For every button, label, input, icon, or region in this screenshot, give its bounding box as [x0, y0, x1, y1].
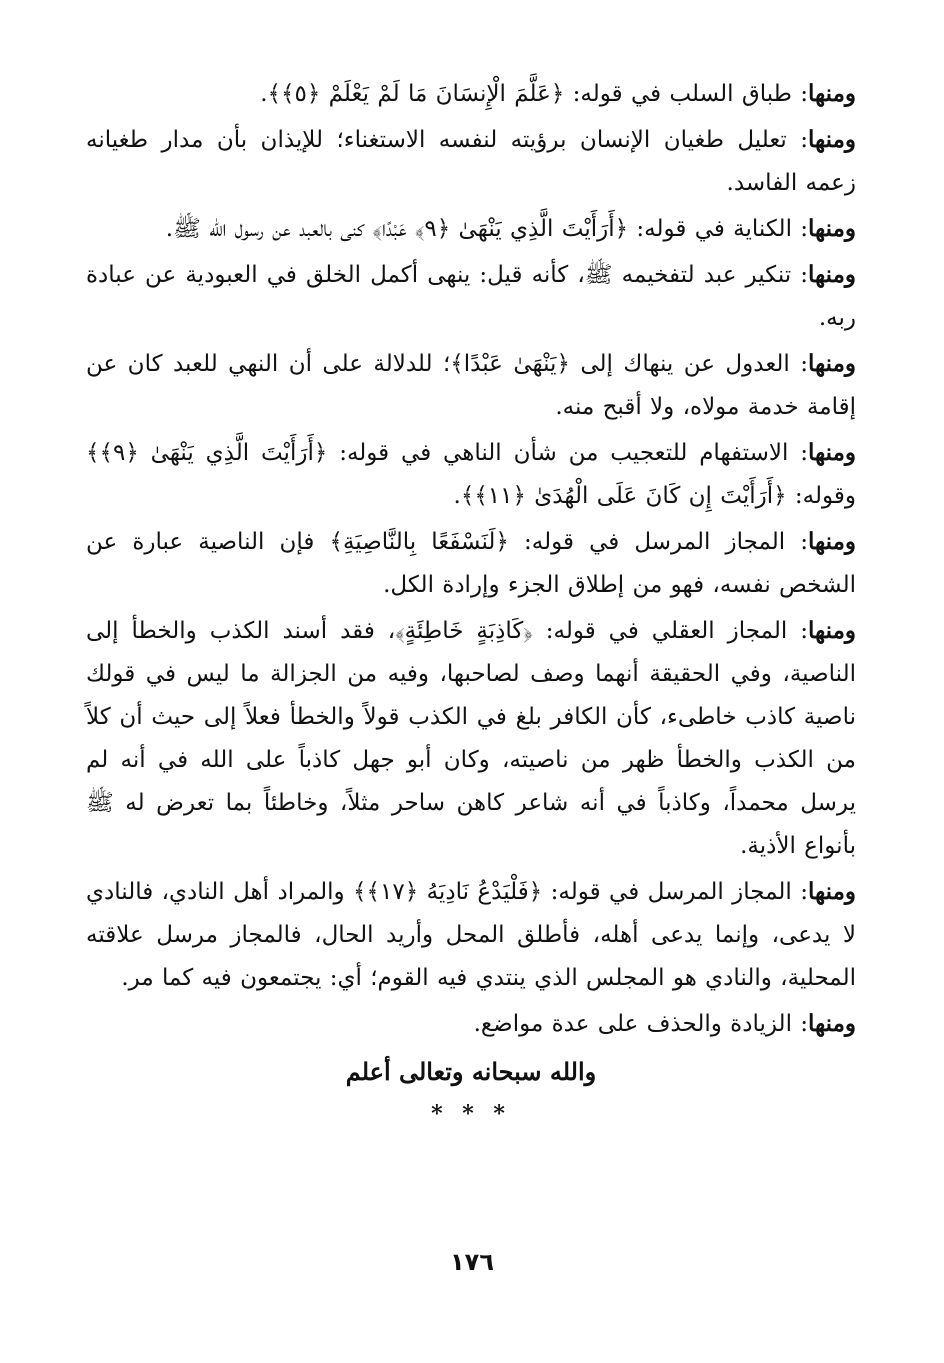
- paragraph-lead: ومنها: [808, 878, 856, 905]
- section-separator: * * *: [431, 1101, 511, 1127]
- paragraph-lead: ومنها: [808, 350, 856, 377]
- paragraph-text: : تعليل طغيان الإنسان برؤيته لنفسه الاستغناء؛ للإيذان بأن مدار طغيانه زعمه الفاسد.: [86, 127, 856, 196]
- paragraph-lead: ومنها: [808, 261, 856, 288]
- closing-phrase: والله سبحانه وتعالى أعلم: [345, 1057, 597, 1086]
- paragraph: [86, 118, 856, 205]
- paragraph: [86, 253, 856, 340]
- paragraph-lead: ومنها: [808, 126, 856, 153]
- paragraph: [86, 520, 856, 607]
- paragraph-text: : الكناية في قوله: ﴿أَرَأَيْتَ الَّذِي يَنْهَىٰ ﴿٩﴾ عَبْدًا﴾ كنى بالعبد عن رسول الله ﷺ.: [165, 216, 809, 242]
- paragraph-lead: ومنها: [808, 617, 856, 644]
- paragraph-text: : المجاز المرسل في قوله: ﴿فَلْيَدْعُ نَادِيَهُ ﴿١٧﴾﴾ والمراد أهل النادي، فالنادي لا يدعى، وإنما يدعى أهله، فأطلق المحل وأريد الحال، فالمجاز مرسل علاقته المحلية، والنادي هو المجلس الذي ينتدي فيه القوم؛ أي: يجتمعون فيه كما مر.: [86, 879, 857, 991]
- paragraph-lead: ومنها: [808, 439, 856, 466]
- paragraph: [86, 72, 856, 116]
- paragraph-lead: ومنها: [808, 1010, 856, 1037]
- paragraph: [86, 870, 856, 1000]
- paragraph-text: : الاستفهام للتعجيب من شأن الناهي في قوله: ﴿أَرَأَيْتَ الَّذِي يَنْهَىٰ ﴿٩﴾﴾ وقوله: ﴿أَرَأَيْتَ إِن كَانَ عَلَى الْهُدَىٰ ﴿١١﴾﴾.: [86, 440, 856, 509]
- paragraph-text: : المجاز العقلي في قوله: ﴿كَاذِبَةٍ خَاطِئَةٍ﴾، فقد أسند الكذب والخطأ إلى الناصية، وفي الحقيقة أنهما وصف لصاحبها، وفيه من الجزالة ما ليس في قولك ناصية كاذب خاطىء، كأن الكافر بلغ في الكذب قولاً والخطأ فعلاً إلى حيث أن كلاً من الكذب والخطأ ظهر من ناصيته، وكان أبو جهل كاذباً على الله في أنه لم يرسل محمداً، وكاذباً في أنه شاعر كاهن ساحر مثلاً، وخاطئاً بما تعرض له ﷺ بأنواع الأذية.: [86, 618, 856, 859]
- paragraph-text: : المجاز المرسل في قوله: ﴿لَنَسْفَعًا بِالنَّاصِيَةِ﴾ فإن الناصية عبارة عن الشخص نفسه، فهو من إطلاق الجزء وإرادة الكل.: [86, 529, 856, 598]
- page-number: ١٧٦: [450, 1248, 494, 1276]
- paragraph-lead: ومنها: [808, 528, 856, 555]
- paragraph: [86, 207, 856, 251]
- paragraph-text: : تنكير عبد لتفخيمه ﷺ، كأنه قيل: ينهى أكمل الخلق في العبودية عن عبادة ربه.: [86, 262, 856, 331]
- paragraph-text: : الزيادة والحذف على عدة مواضع.: [473, 1011, 809, 1037]
- paragraph-lead: ومنها: [808, 215, 856, 242]
- page-body: [86, 72, 856, 1134]
- paragraph: [86, 431, 856, 518]
- paragraph: [86, 342, 856, 429]
- paragraph: [86, 1002, 856, 1046]
- paragraph-text: : طباق السلب في قوله: ﴿عَلَّمَ الْإِنسَانَ مَا لَمْ يَعْلَمْ ﴿٥﴾﴾.: [260, 81, 809, 107]
- paragraph-lead: ومنها: [808, 80, 856, 107]
- paragraph: [86, 609, 856, 868]
- paragraph-text: : العدول عن ينهاك إلى ﴿يَنْهَىٰ عَبْدًا﴾؛ للدلالة على أن النهي للعبد كان عن إقامة خدمة مولاه، ولا أقبح منه.: [86, 351, 856, 420]
